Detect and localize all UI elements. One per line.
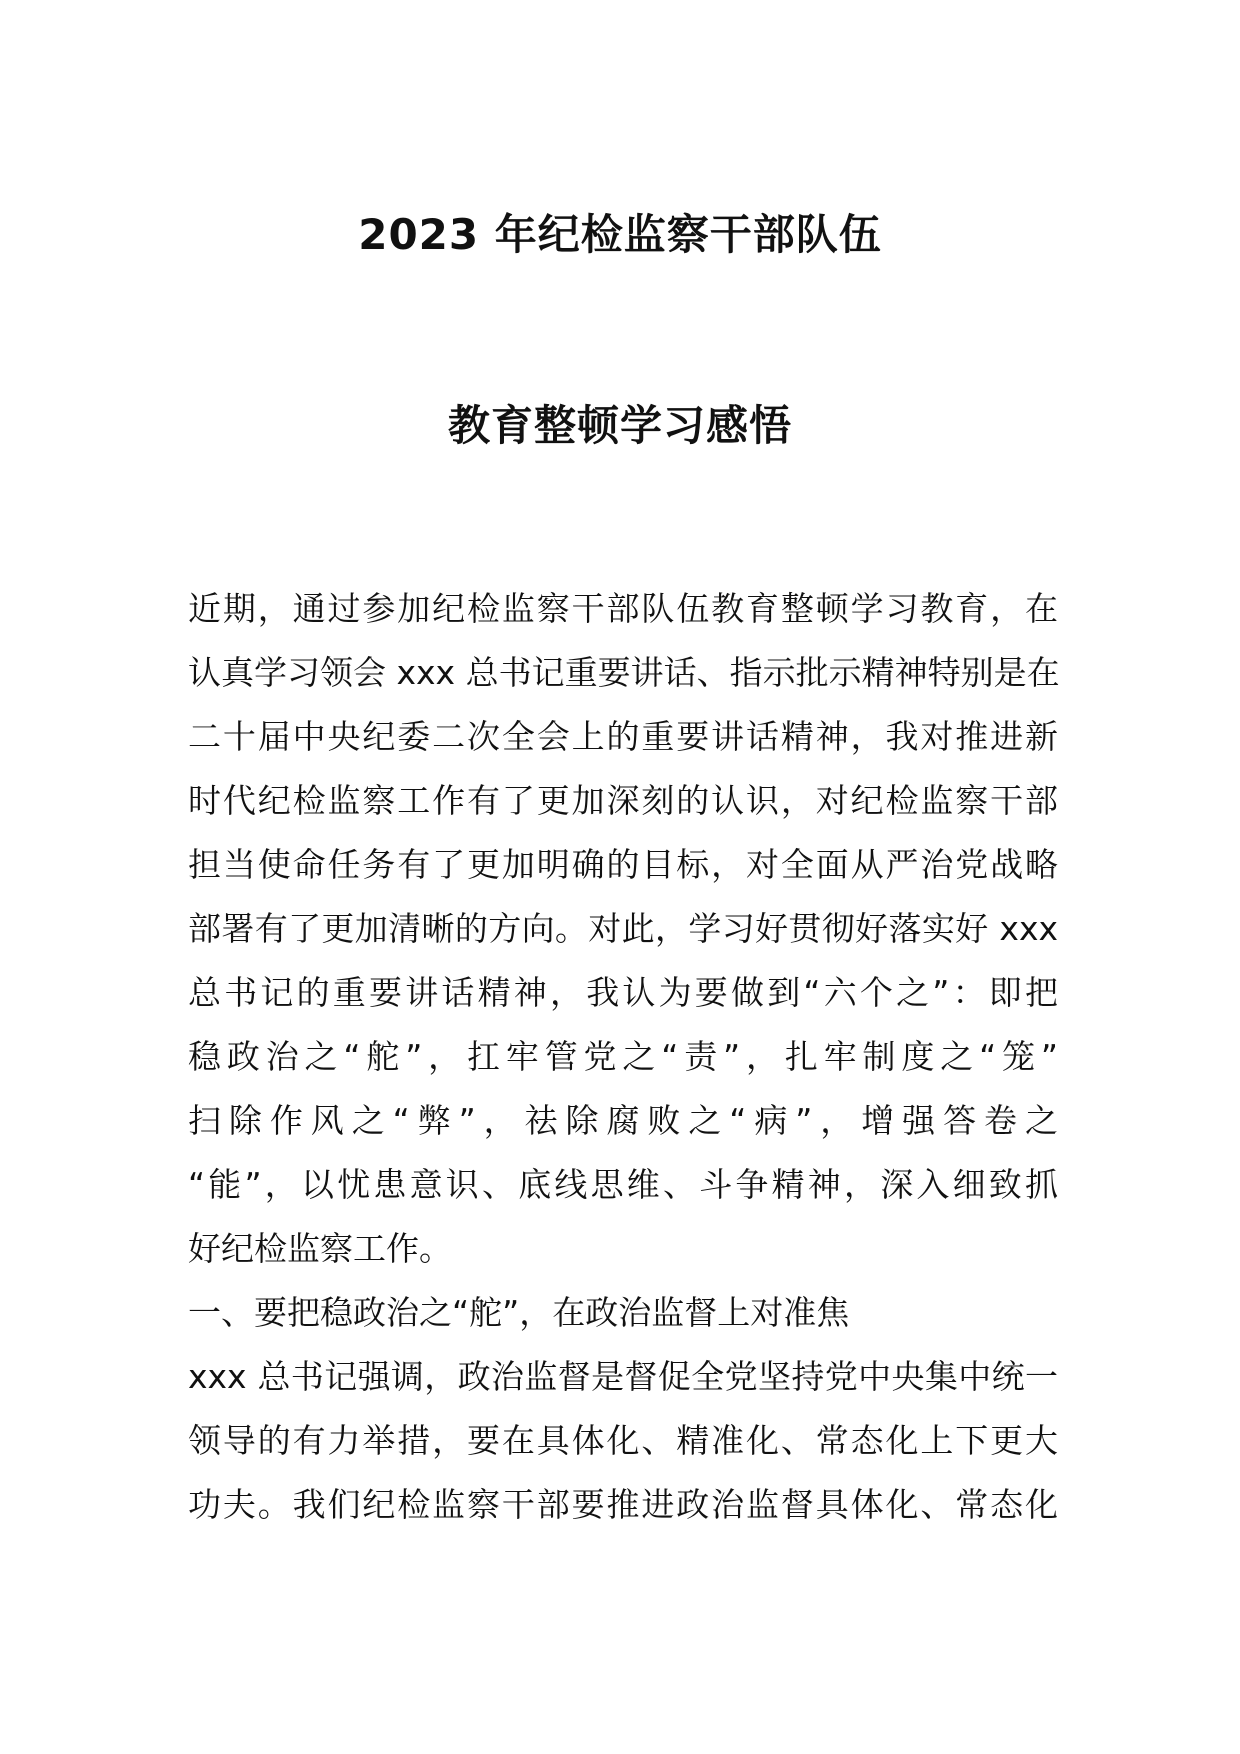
body-line-7: 总书记的重要讲话精神，我认为要做到“六个之”：即把 bbox=[188, 973, 1058, 1012]
body-line-15: 功夫。我们纪检监察干部要推进政治监督具体化、常态化 bbox=[188, 1485, 1058, 1524]
body-line-13: xxx 总书记强调，政治监督是督促全党坚持党中央集中统一 bbox=[188, 1357, 1058, 1396]
body-line-3: 二十届中央纪委二次全会上的重要讲话精神，我对推进新 bbox=[188, 717, 1058, 756]
body-line-10: “能”，以忧患意识、底线思维、斗争精神，深入细致抓 bbox=[188, 1165, 1058, 1204]
body-line-14: 领导的有力举措，要在具体化、精准化、常态化上下更大 bbox=[188, 1421, 1058, 1460]
section-heading-1: 一、要把稳政治之“舵”，在政治监督上对准焦 bbox=[188, 1293, 850, 1332]
body-line-9: 扫除作风之“弊”，祛除腐败之“病”，增强答卷之 bbox=[188, 1101, 1058, 1140]
body-line-5: 担当使命任务有了更加明确的目标，对全面从严治党战略 bbox=[188, 845, 1058, 884]
body-line-6: 部署有了更加清晰的方向。对此，学习好贯彻好落实好 xxx bbox=[188, 909, 1058, 948]
document-title-line-1: 2023 年纪检监察干部队伍 bbox=[358, 210, 882, 259]
document-title-line-2: 教育整顿学习感悟 bbox=[447, 401, 792, 450]
body-line-11: 好纪检监察工作。 bbox=[188, 1229, 452, 1268]
document-body bbox=[188, 577, 1058, 1537]
body-line-8: 稳政治之“舵”，扛牢管党之“责”，扎牢制度之“笼” bbox=[188, 1037, 1058, 1076]
body-line-1: 近期，通过参加纪检监察干部队伍教育整顿学习教育，在 bbox=[188, 589, 1058, 628]
body-line-2: 认真学习领会 xxx 总书记重要讲话、指示批示精神特别是在 bbox=[188, 653, 1060, 692]
body-line-4: 时代纪检监察工作有了更加深刻的认识，对纪检监察干部 bbox=[188, 781, 1058, 820]
